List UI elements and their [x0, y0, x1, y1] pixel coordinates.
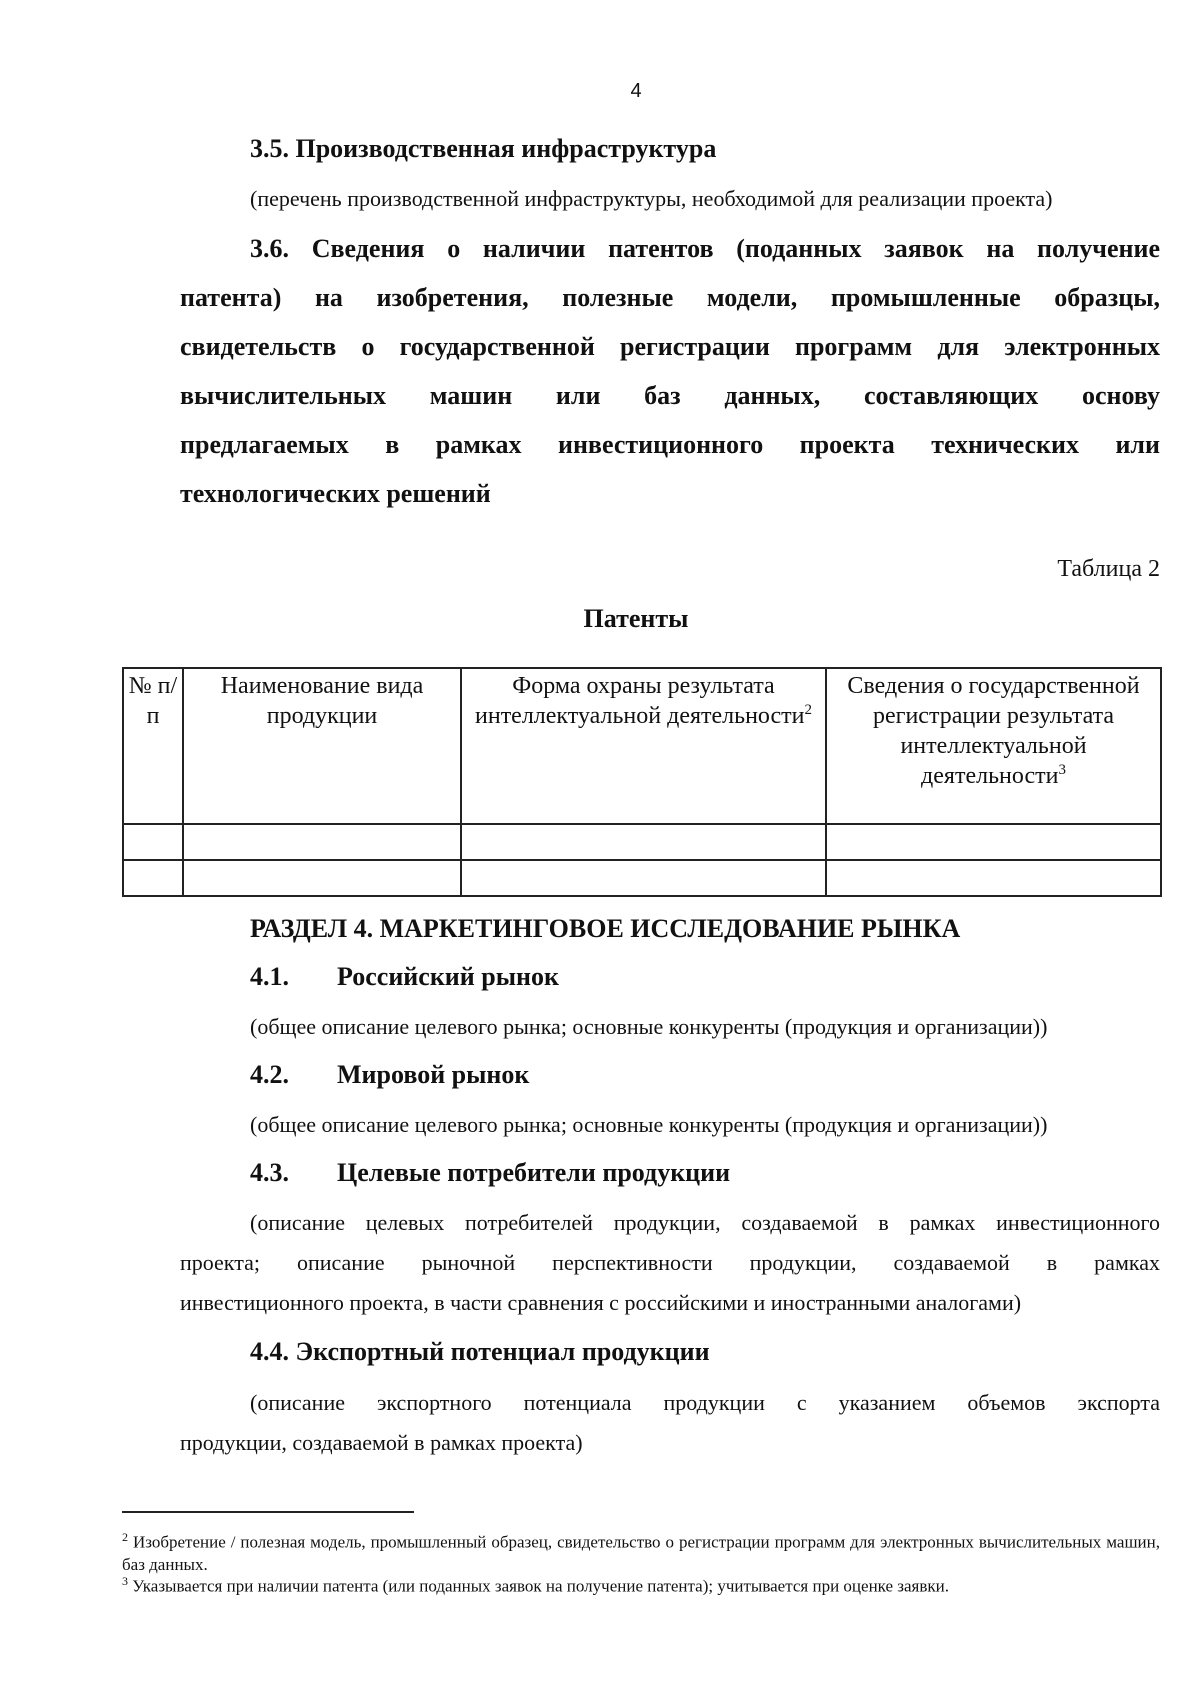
note-3-5: (перечень производственной инфраструктуры, необходимой для реализации проекта)	[250, 186, 1053, 211]
table-cell	[826, 860, 1161, 896]
heading-3-6-line: вычислительных машин или баз данных, составляющих основу	[180, 381, 1160, 410]
note-4-3-line: проекта; описание рыночной перспективности продукции, создаваемой в рамках	[180, 1250, 1160, 1275]
note-4-3	[180, 1208, 1160, 1318]
footnote-3	[122, 1570, 1160, 1598]
subsection-number-4-3: 4.3.	[250, 1158, 289, 1187]
table-cell	[123, 824, 183, 860]
heading-3-6	[180, 232, 1160, 511]
page-number: 4	[630, 80, 642, 102]
footnote-3-text: Указывается при наличии патента (или поданных заявок на получение патента); учитывается при оценке заявки.	[132, 1576, 950, 1596]
heading-3-6-line: 3.6. Сведения о наличии патентов (поданных заявок на получение	[250, 234, 1160, 263]
column-header-product: Наименование вида продукции	[183, 668, 461, 824]
heading-4-4: 4.4. Экспортный потенциал продукции	[250, 1337, 710, 1366]
footnote-2-mark: 2	[122, 1530, 128, 1544]
column-header-number: № п/п	[123, 668, 183, 824]
table-cell	[461, 824, 826, 860]
table-cell	[461, 860, 826, 896]
heading-3-5: 3.5. Производственная инфраструктура	[250, 134, 717, 163]
subsection-title-4-1: Российский рынок	[337, 962, 559, 991]
subsection-title-4-2: Мировой рынок	[337, 1060, 530, 1089]
heading-3-6-line: свидетельств о государственной регистрации программ для электронных	[180, 332, 1160, 361]
note-4-4	[180, 1388, 1160, 1458]
note-4-3-line: (описание целевых потребителей продукции, создаваемой в рамках инвестиционного	[250, 1210, 1160, 1235]
subsection-number-4-2: 4.2.	[250, 1060, 289, 1089]
table-title: Патенты	[583, 604, 689, 633]
table-caption: Таблица 2	[1057, 556, 1160, 582]
note-4-1: (общее описание целевого рынка; основные конкуренты (продукция и организации))	[250, 1014, 1048, 1039]
table-cell	[183, 860, 461, 896]
note-4-2: (общее описание целевого рынка; основные конкуренты (продукция и организации))	[250, 1112, 1048, 1137]
section-4-title: РАЗДЕЛ 4. МАРКЕТИНГОВОЕ ИССЛЕДОВАНИЕ РЫНКА	[250, 914, 961, 943]
footnote-3-mark: 3	[122, 1574, 128, 1588]
column-header-registration: Сведения о государственной регистрации результата интеллектуальной деятельности$^3$	[826, 668, 1161, 824]
table-header-row	[123, 668, 1161, 824]
footnote-ref-2: 2	[804, 702, 812, 718]
table-cell	[826, 824, 1161, 860]
footnote-2	[122, 1526, 1160, 1576]
note-4-3-line: инвестиционного проекта, в части сравнения с российскими и иностранными аналогами)	[180, 1290, 1022, 1315]
note-4-4-line: (описание экспортного потенциала продукции с указанием объемов экспорта	[250, 1390, 1160, 1415]
column-header-protection-form: Форма охраны результата интеллектуальной деятельности$^2$	[461, 668, 826, 824]
table-cell	[123, 860, 183, 896]
table-cell	[183, 824, 461, 860]
heading-3-6-line: предлагаемых в рамках инвестиционного проекта технических или	[180, 430, 1160, 459]
patents-table	[122, 667, 1162, 897]
footnote-separator	[122, 1511, 414, 1513]
table-row	[123, 860, 1161, 896]
subsection-title-4-3: Целевые потребители продукции	[337, 1158, 731, 1187]
footnote-2-text: Изобретение / полезная модель, промышленный образец, свидетельство о регистрации программ для электронных вычислительных машин, баз данных.	[122, 1532, 1160, 1574]
footnote-ref-3: 3	[1058, 762, 1066, 778]
heading-3-6-line: патента) на изобретения, полезные модели, промышленные образцы,	[180, 283, 1160, 312]
table-row	[123, 824, 1161, 860]
heading-3-6-line: технологических решений	[180, 479, 491, 508]
subsection-number-4-1: 4.1.	[250, 962, 289, 991]
note-4-4-line: продукции, создаваемой в рамках проекта)	[180, 1430, 583, 1455]
